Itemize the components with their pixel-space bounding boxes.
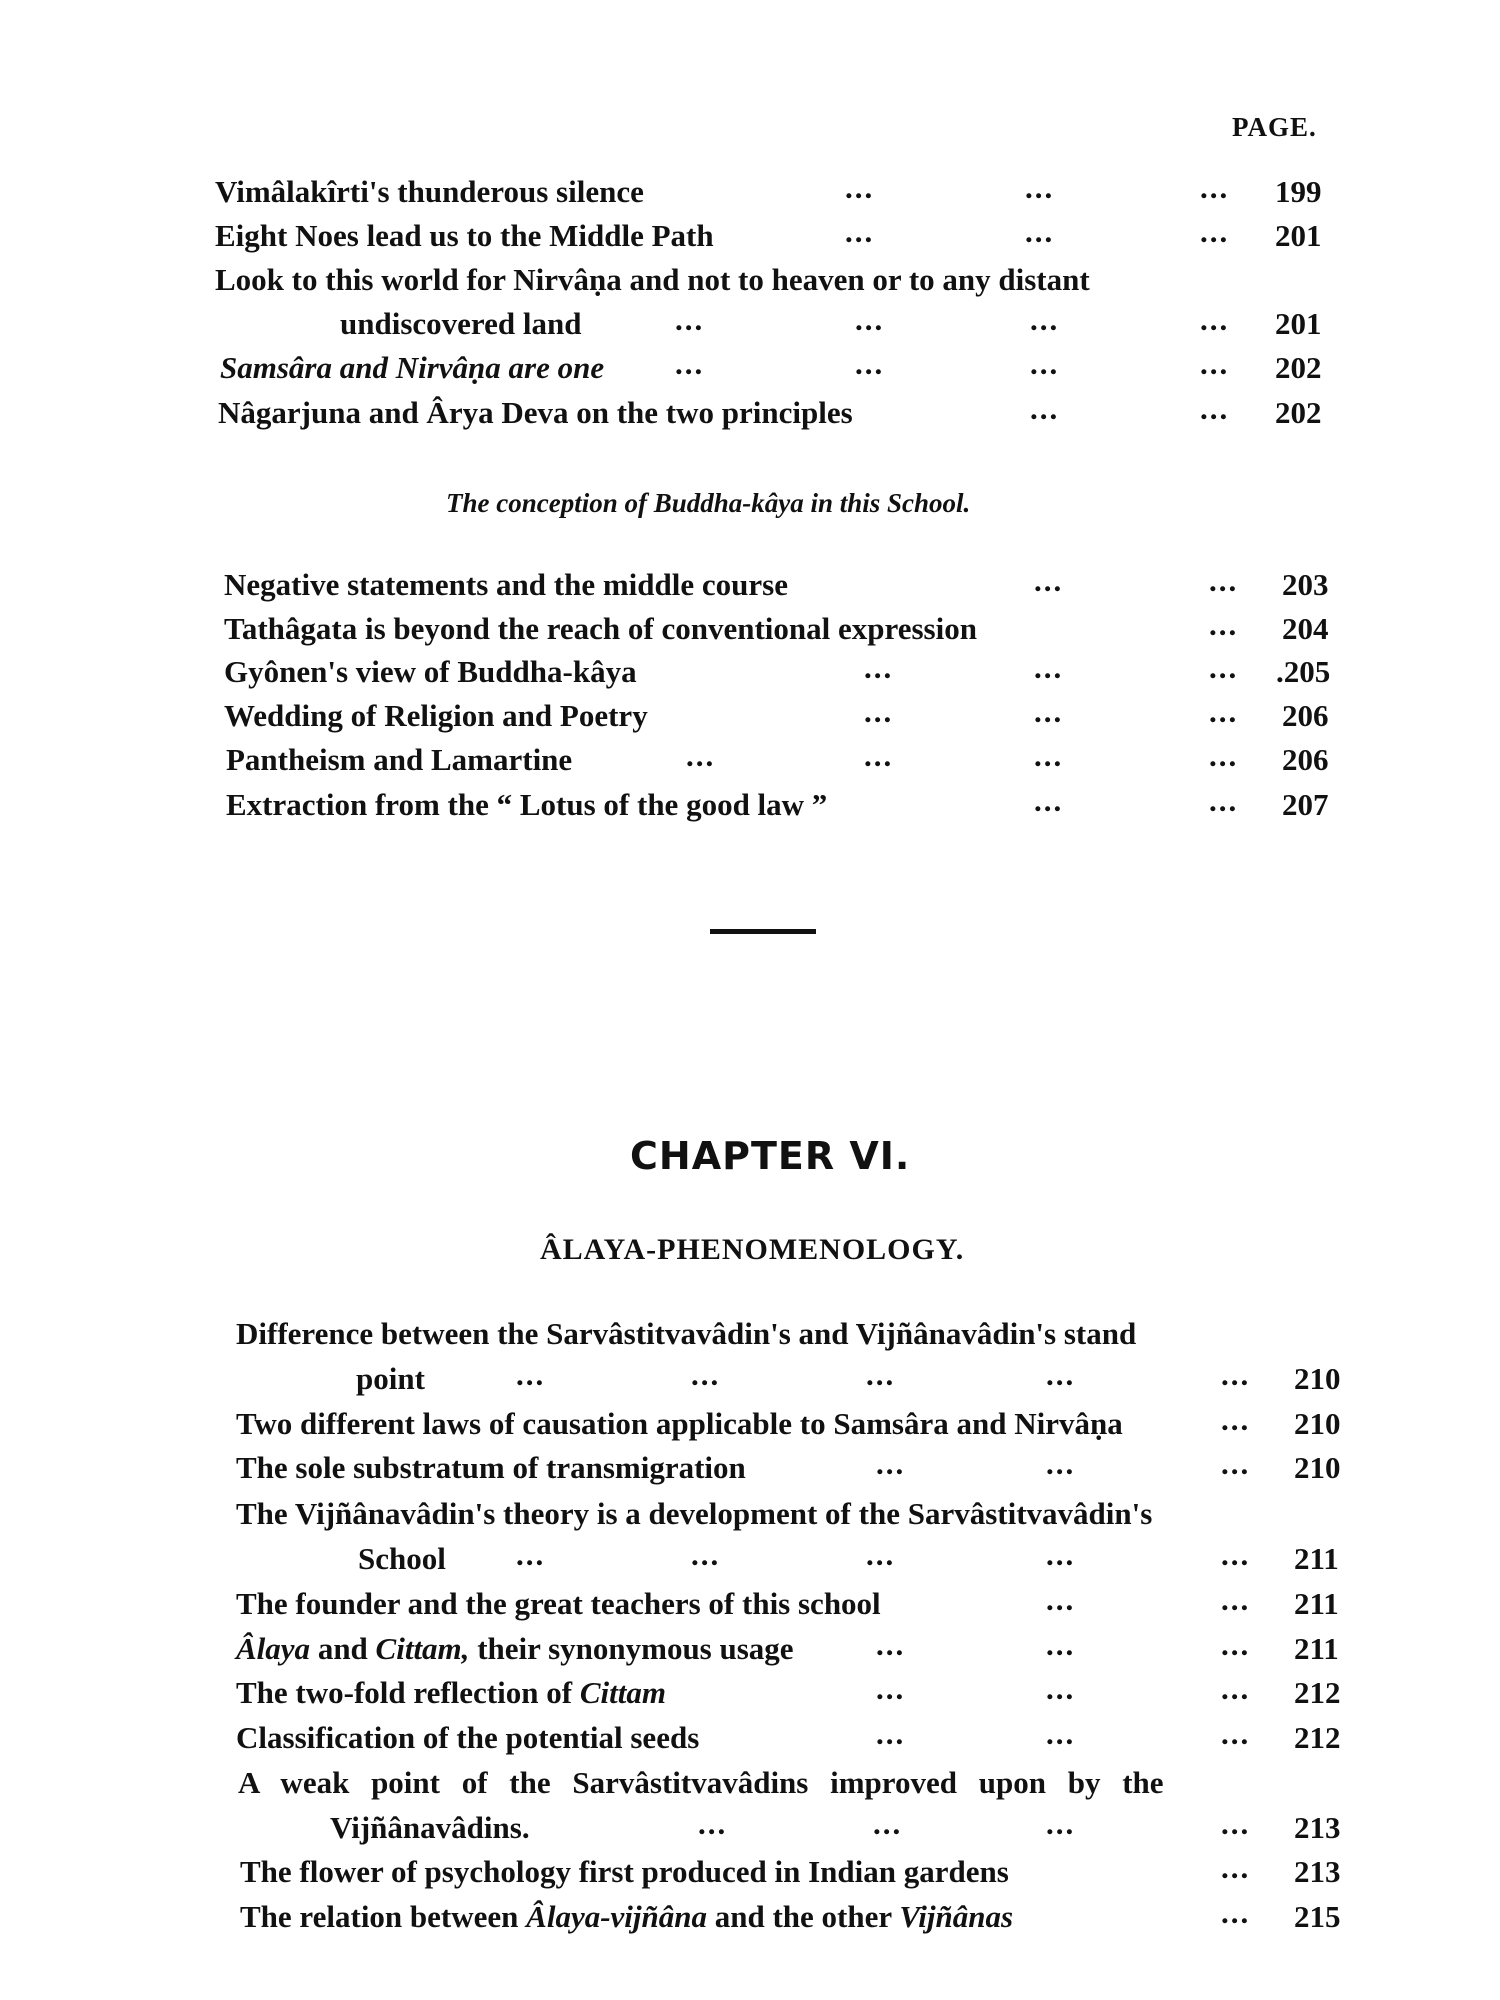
toc-entry — [236, 1629, 1346, 1669]
leader-dots: ... — [876, 1627, 906, 1662]
leader-dots: ... — [1221, 1446, 1251, 1481]
toc-entry — [236, 1314, 1346, 1354]
entry-page: 213 — [1294, 1810, 1341, 1845]
entry-title: Eight Noes lead us to the Middle Path — [215, 218, 714, 253]
toc-entry-continuation — [236, 1539, 1346, 1579]
leader-dots: ... — [1221, 1582, 1251, 1617]
toc-entry-continuation — [238, 1808, 1346, 1848]
entry-title-italic: Âlaya-vijñâna — [526, 1899, 707, 1934]
entry-title-part: and — [310, 1631, 376, 1666]
entry-title: The founder and the great teachers of this school — [236, 1586, 881, 1621]
entry-title-part: their synonymous usage — [469, 1631, 794, 1666]
leader-dots: ... — [1034, 563, 1064, 598]
entry-title: A weak point of the Sarvâstitvavâdins improved upon by the — [238, 1765, 1164, 1800]
entry-title: The flower of psychology first produced in Indian gardens — [240, 1854, 1009, 1889]
leader-dots: ... — [1034, 783, 1064, 818]
leader-dots: ... — [1209, 607, 1239, 642]
entry-page: 201 — [1275, 218, 1322, 253]
toc-entry — [224, 652, 1335, 692]
entry-title-italic: Cittam — [579, 1675, 666, 1710]
entry-title-italic: Âlaya — [236, 1631, 311, 1666]
leader-dots: ... — [1046, 1446, 1076, 1481]
leader-dots: ... — [1209, 650, 1239, 685]
entry-title-italic: Vijñânas — [899, 1899, 1014, 1934]
entry-title: Two different laws of causation applicable to Samsâra and Nirvâṇa — [236, 1406, 1123, 1441]
toc-entry — [226, 785, 1335, 825]
entry-title-cont: point — [356, 1361, 425, 1396]
entry-page: .205 — [1276, 654, 1331, 689]
leader-dots: ... — [691, 1537, 721, 1572]
leader-dots: ... — [686, 738, 716, 773]
toc-entry — [224, 565, 1335, 605]
toc-entry — [215, 172, 1335, 212]
leader-dots: ... — [1046, 1671, 1076, 1706]
entry-page: 206 — [1282, 742, 1329, 777]
leader-dots: ... — [698, 1806, 728, 1841]
leader-dots: ... — [1221, 1716, 1251, 1751]
entry-title: Difference between the Sarvâstitvavâdin's and Vijñânavâdin's stand — [236, 1316, 1137, 1351]
leader-dots: ... — [1200, 170, 1230, 205]
entry-page: 202 — [1275, 350, 1322, 385]
toc-entry — [226, 740, 1335, 780]
chapter-subtitle: ÂLAYA-PHENOMENOLOGY. — [540, 1233, 965, 1266]
leader-dots: ... — [516, 1357, 546, 1392]
toc-entry — [215, 260, 1335, 300]
leader-dots: ... — [873, 1806, 903, 1841]
leader-dots: ... — [1209, 783, 1239, 818]
entry-page: 207 — [1282, 787, 1329, 822]
entry-title: Look to this world for Nirvâṇa and not to heaven or to any distant — [215, 262, 1090, 297]
leader-dots: ... — [1200, 302, 1230, 337]
entry-title: Wedding of Religion and Poetry — [224, 698, 648, 733]
leader-dots: ... — [1025, 170, 1055, 205]
entry-title-cont: undiscovered land — [340, 306, 582, 341]
entry-title: Gyônen's view of Buddha-kâya — [224, 654, 637, 689]
toc-entry — [224, 609, 1335, 649]
leader-dots: ... — [1034, 694, 1064, 729]
leader-dots: ... — [845, 214, 875, 249]
leader-dots: ... — [1209, 694, 1239, 729]
leader-dots: ... — [1046, 1357, 1076, 1392]
leader-dots: ... — [1030, 346, 1060, 381]
entry-page: 199 — [1275, 174, 1322, 209]
toc-entry — [236, 1718, 1346, 1758]
toc-entry — [236, 1494, 1346, 1534]
leader-dots: ... — [1046, 1627, 1076, 1662]
toc-entry — [224, 696, 1335, 736]
leader-dots: ... — [1030, 391, 1060, 426]
leader-dots: ... — [855, 346, 885, 381]
toc-entry — [215, 216, 1335, 256]
entry-title: Classification of the potential seeds — [236, 1720, 700, 1755]
leader-dots: ... — [1046, 1537, 1076, 1572]
leader-dots: ... — [1221, 1671, 1251, 1706]
toc-entry-continuation — [215, 304, 1335, 344]
section-heading: The conception of Buddha-kâya in this School. — [446, 488, 971, 518]
leader-dots: ... — [1030, 302, 1060, 337]
entry-page: 206 — [1282, 698, 1329, 733]
toc-entry — [240, 1897, 1346, 1937]
entry-page: 212 — [1294, 1720, 1341, 1755]
entry-page: 211 — [1294, 1541, 1339, 1576]
leader-dots: ... — [1221, 1806, 1251, 1841]
entry-title: The Vijñânavâdin's theory is a development of the Sarvâstitvavâdin's — [236, 1496, 1153, 1531]
entry-title: The sole substratum of transmigration — [236, 1450, 746, 1485]
leader-dots: ... — [1221, 1537, 1251, 1572]
entry-title-cont: Vijñânavâdins. — [330, 1810, 530, 1845]
leader-dots: ... — [1221, 1895, 1251, 1930]
leader-dots: ... — [876, 1671, 906, 1706]
entry-title — [236, 1673, 666, 1713]
toc-entry — [240, 1852, 1346, 1892]
entry-page: 211 — [1294, 1631, 1339, 1666]
leader-dots: ... — [1200, 391, 1230, 426]
entry-page: 211 — [1294, 1586, 1339, 1621]
leader-dots: ... — [691, 1357, 721, 1392]
leader-dots: ... — [1221, 1627, 1251, 1662]
leader-dots: ... — [1200, 346, 1230, 381]
leader-dots: ... — [864, 738, 894, 773]
entry-title-cont: School — [358, 1541, 446, 1576]
leader-dots: ... — [1221, 1402, 1251, 1437]
entry-page: 204 — [1282, 611, 1329, 646]
toc-entry — [236, 1584, 1346, 1624]
entry-title: Samsâra and Nirvâṇa are one — [220, 350, 605, 385]
toc-entry — [218, 393, 1335, 433]
toc-entry-continuation — [236, 1359, 1346, 1399]
entry-title — [240, 1897, 1013, 1937]
entry-page: 213 — [1294, 1854, 1341, 1889]
entry-page: 212 — [1294, 1675, 1341, 1710]
entry-title-part: The two-fold reflection of — [236, 1675, 580, 1710]
entry-title: Negative statements and the middle course — [224, 567, 788, 602]
entry-title: Nâgarjuna and Ârya Deva on the two principles — [218, 395, 853, 430]
entry-title-part: The relation between — [240, 1899, 527, 1934]
toc-entry — [238, 1763, 1346, 1803]
leader-dots: ... — [1046, 1582, 1076, 1617]
entry-page: 203 — [1282, 567, 1329, 602]
leader-dots: ... — [516, 1537, 546, 1572]
toc-entry — [236, 1404, 1346, 1444]
entry-page: 215 — [1294, 1899, 1341, 1934]
entry-title-italic: Cittam, — [375, 1631, 470, 1666]
leader-dots: ... — [1034, 650, 1064, 685]
entry-title: Tathâgata is beyond the reach of conventional expression — [224, 611, 977, 646]
entry-title: Extraction from the “ Lotus of the good law ” — [226, 787, 828, 822]
entry-page: 210 — [1294, 1361, 1341, 1396]
leader-dots: ... — [864, 650, 894, 685]
leader-dots: ... — [876, 1446, 906, 1481]
leader-dots: ... — [1025, 214, 1055, 249]
leader-dots: ... — [845, 170, 875, 205]
leader-dots: ... — [1209, 563, 1239, 598]
toc-entry — [236, 1673, 1346, 1713]
leader-dots: ... — [855, 302, 885, 337]
leader-dots: ... — [1200, 214, 1230, 249]
leader-dots: ... — [866, 1357, 896, 1392]
leader-dots: ... — [675, 302, 705, 337]
entry-title: Vimâlakîrti's thunderous silence — [215, 174, 644, 209]
leader-dots: ... — [1046, 1806, 1076, 1841]
leader-dots: ... — [675, 346, 705, 381]
entry-page: 210 — [1294, 1406, 1341, 1441]
leader-dots: ... — [876, 1716, 906, 1751]
entry-title — [236, 1629, 794, 1669]
entry-page: 201 — [1275, 306, 1322, 341]
chapter-title: CHAPTER VI. — [630, 1134, 911, 1178]
leader-dots: ... — [1221, 1357, 1251, 1392]
leader-dots: ... — [1034, 738, 1064, 773]
entry-title-part: and the other — [707, 1899, 900, 1934]
entry-page: 210 — [1294, 1450, 1341, 1485]
leader-dots: ... — [1046, 1716, 1076, 1751]
toc-entry — [220, 348, 1335, 388]
toc-entry — [236, 1448, 1346, 1488]
entry-page: 202 — [1275, 395, 1322, 430]
leader-dots: ... — [866, 1537, 896, 1572]
leader-dots: ... — [864, 694, 894, 729]
divider-rule — [710, 929, 816, 934]
leader-dots: ... — [1221, 1850, 1251, 1885]
leader-dots: ... — [1209, 738, 1239, 773]
entry-title: Pantheism and Lamartine — [226, 742, 573, 777]
page-column-label: PAGE. — [1232, 112, 1317, 142]
